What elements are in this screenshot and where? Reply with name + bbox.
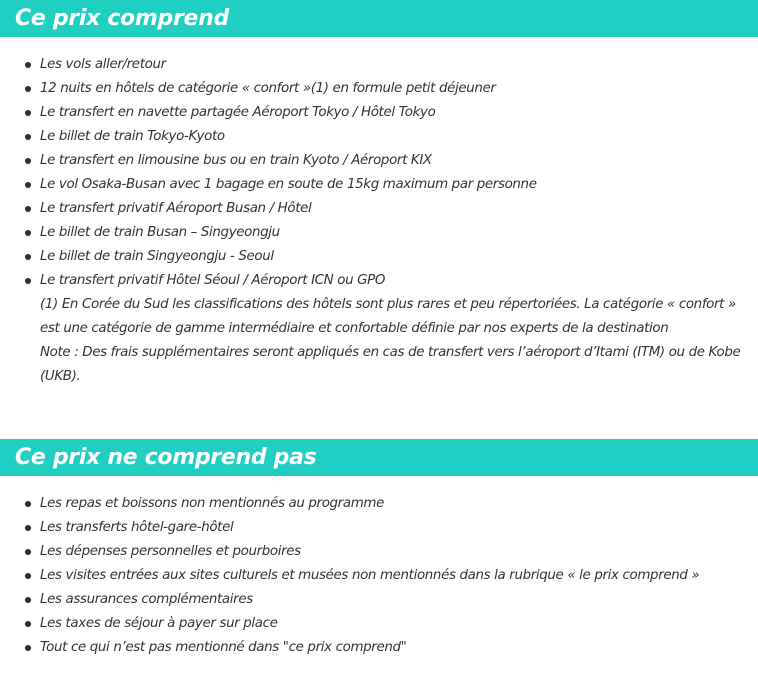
bullet-dot-icon xyxy=(25,62,31,68)
list-item xyxy=(0,564,758,588)
list-item xyxy=(0,221,758,245)
list-item xyxy=(0,125,758,149)
list-item-text: Les assurances complémentaires xyxy=(40,592,253,607)
list-item xyxy=(0,197,758,221)
excluded-list xyxy=(0,492,758,660)
list-item-text: Le transfert en limousine bus ou en train Kyoto / Aéroport KIX xyxy=(40,153,432,168)
list-item xyxy=(0,540,758,564)
bullet-dot-icon xyxy=(25,549,31,555)
footnote-text: (1) En Corée du Sud les classifications des hôtels sont plus rares et peu répertoriées. La catégorie « confort » est une catégorie de gamme intermédiaire et confortable définie par nos experts de la destination xyxy=(40,297,736,336)
list-item-text: Les taxes de séjour à payer sur place xyxy=(40,616,278,631)
list-item-text: Le transfert privatif Aéroport Busan / Hôtel xyxy=(40,201,312,216)
bullet-dot-icon xyxy=(25,645,31,651)
list-item xyxy=(0,588,758,612)
bullet-dot-icon xyxy=(25,621,31,627)
bullet-dot-icon xyxy=(25,254,31,260)
bullet-dot-icon xyxy=(25,206,31,212)
excluded-section-header xyxy=(0,439,758,476)
excluded-section-title: Ce prix ne comprend pas xyxy=(15,445,317,470)
list-item xyxy=(0,636,758,660)
list-item-text: Le billet de train Singyeongju - Seoul xyxy=(40,249,274,264)
included-section-header xyxy=(0,0,758,37)
list-item-text: Les visites entrées aux sites culturels et musées non mentionnés dans la rubrique « le prix comprend » xyxy=(40,568,700,583)
bullet-dot-icon xyxy=(25,501,31,507)
list-item-text: Le billet de train Busan – Singyeongju xyxy=(40,225,280,240)
bullet-dot-icon xyxy=(25,134,31,140)
bullet-dot-icon xyxy=(25,278,31,284)
list-item-text: Le transfert privatif Hôtel Séoul / Aéroport ICN ou GPO xyxy=(40,273,386,288)
list-item xyxy=(0,149,758,173)
list-item xyxy=(0,53,758,77)
list-item-text: Le transfert en navette partagée Aéroport Tokyo / Hôtel Tokyo xyxy=(40,105,436,120)
list-item xyxy=(0,612,758,636)
list-item-text: 12 nuits en hôtels de catégorie « confort »(1) en formule petit déjeuner xyxy=(40,81,496,96)
list-item xyxy=(0,101,758,125)
included-list xyxy=(0,53,758,293)
list-item-text: Les transferts hôtel-gare-hôtel xyxy=(40,520,234,535)
list-item-text: Les dépenses personnelles et pourboires xyxy=(40,544,301,559)
list-item-text: Tout ce qui n’est pas mentionné dans "ce prix comprend" xyxy=(40,640,407,655)
list-item xyxy=(0,269,758,293)
bullet-dot-icon xyxy=(25,182,31,188)
list-item-text: Le vol Osaka-Busan avec 1 bagage en soute de 15kg maximum par personne xyxy=(40,177,537,192)
bullet-dot-icon xyxy=(25,86,31,92)
list-item-text: Les vols aller/retour xyxy=(40,57,166,72)
list-item-text: Le billet de train Tokyo-Kyoto xyxy=(40,129,225,144)
bullet-dot-icon xyxy=(25,110,31,116)
list-item xyxy=(0,516,758,540)
list-item xyxy=(0,492,758,516)
bullet-dot-icon xyxy=(25,158,31,164)
list-item xyxy=(0,245,758,269)
included-section-title: Ce prix comprend xyxy=(15,6,229,31)
bullet-dot-icon xyxy=(25,597,31,603)
list-item-text: Les repas et boissons non mentionnés au programme xyxy=(40,496,384,511)
list-item xyxy=(0,77,758,101)
note-text: Note : Des frais supplémentaires seront appliqués en cas de transfert vers l’aéroport d’Itami (ITM) ou de Kobe (UKB). xyxy=(40,345,741,384)
list-item xyxy=(0,173,758,197)
bullet-dot-icon xyxy=(25,525,31,531)
included-notes xyxy=(40,293,758,389)
bullet-dot-icon xyxy=(25,573,31,579)
bullet-dot-icon xyxy=(25,230,31,236)
